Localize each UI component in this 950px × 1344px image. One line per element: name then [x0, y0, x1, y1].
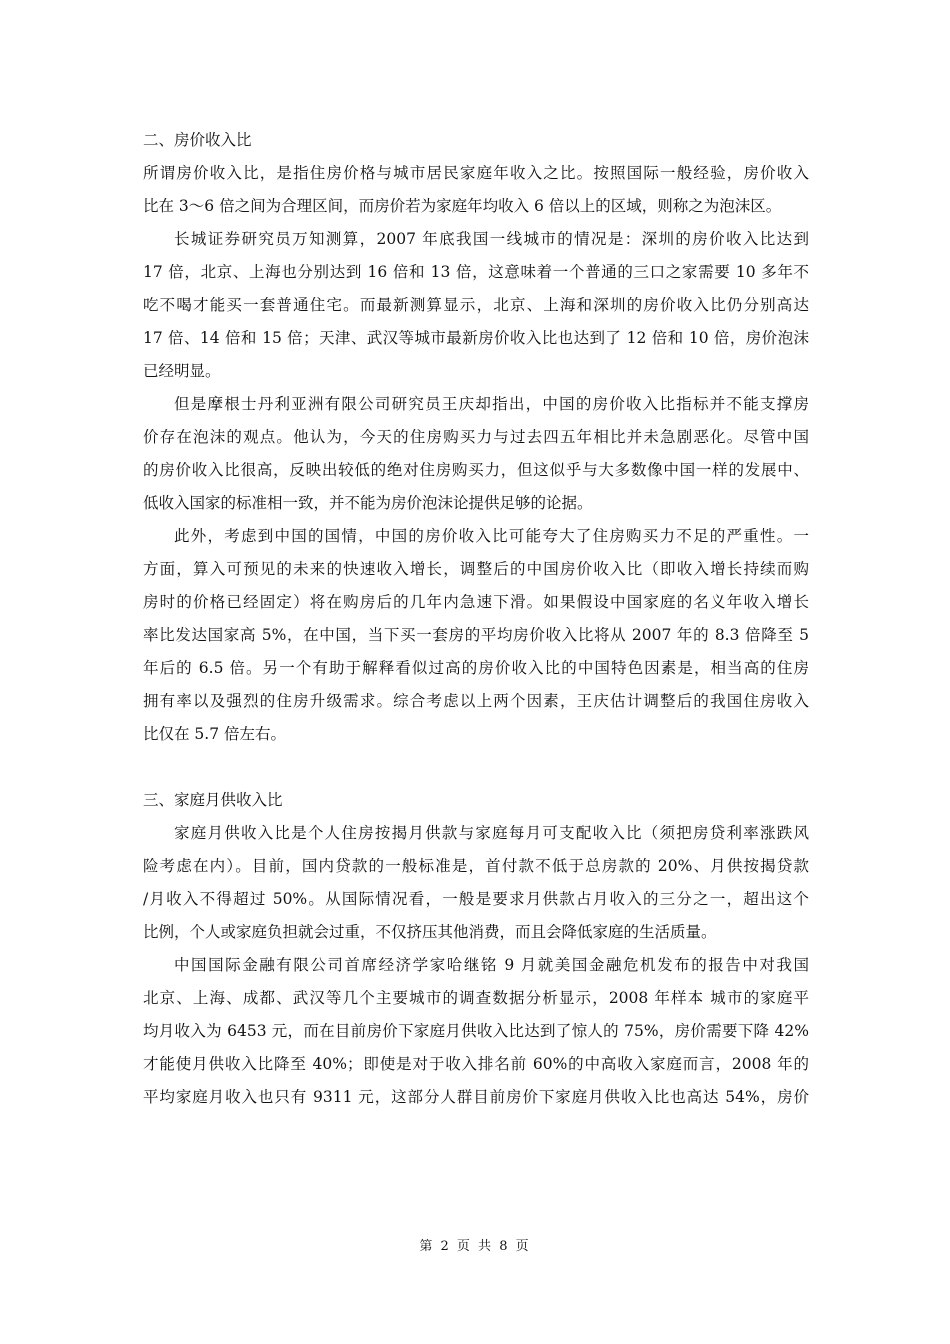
text-line: 率比发达国家高 5%，在中国，当下买一套房的平均房价收入比将从 2007 年的 8.3 倍降至 5: [143, 626, 809, 644]
text-line: 比在 3～6 倍之间为合理区间，而房价若为家庭年均收入 6 倍以上的区域，则称之为泡沫区。: [143, 197, 782, 215]
text-line: 北京、上海、成都、武汉等几个主要城市的调查数据分析显示，2008 年样本 城市的家庭平: [143, 989, 809, 1007]
text-line: 长城证券研究员万知测算，2007 年底我国一线城市的情况是：深圳的房价收入比达到: [174, 230, 809, 248]
text-line: 年后的 6.5 倍。另一个有助于解释看似过高的房价收入比的中国特色因素是，相当高的住房: [143, 659, 809, 677]
text-line: 的房价收入比很高，反映出较低的绝对住房购买力，但这似乎与大多数像中国一样的发展中、: [143, 461, 809, 479]
text-line: 房时的价格已经固定）将在购房后的几年内急速下滑。如果假设中国家庭的名义年收入增长: [143, 593, 809, 611]
paragraph-changcheng-estimate: [143, 223, 809, 388]
text-line: 比例，个人或家庭负担就会过重，不仅挤压其他消费，而且会降低家庭的生活质量。: [143, 923, 717, 941]
paragraph-monthly-payment-definition: [143, 817, 809, 949]
text-line: 方面，算入可预见的未来的快速收入增长，调整后的中国房价收入比（即收入增长持续而购: [143, 560, 809, 578]
text-line: 中国国际金融有限公司首席经济学家哈继铭 9 月就美国金融危机发布的报告中对我国: [174, 956, 809, 974]
section-heading-monthly-payment-ratio: 三、家庭月供收入比: [143, 791, 283, 809]
page-number-footer: 第 2 页 共 8 页: [419, 1239, 531, 1254]
text-line: 平均家庭月收入也只有 9311 元，这部分人群目前房价下家庭月供收入比也高达 54%，房价: [143, 1088, 809, 1106]
text-line: 才能使月供收入比降至 40%；即使是对于收入排名前 60%的中高收入家庭而言，2008 年的: [143, 1055, 809, 1073]
text-line: 17 倍、14 倍和 15 倍；天津、武汉等城市最新房价收入比也达到了 12 倍和 10 倍，房价泡沫: [143, 329, 809, 347]
paragraph-china-context: [143, 520, 809, 751]
text-line: 家庭月供收入比是个人住房按揭月供款与家庭每月可支配收入比（须把房贷利率涨跌风: [174, 824, 809, 842]
text-line: 比仅在 5.7 倍左右。: [143, 725, 287, 743]
text-line: 险考虑在内）。目前，国内贷款的一般标准是，首付款不低于总房款的 20%、月供按揭贷款: [143, 857, 809, 875]
text-line: /月收入不得超过 50%。从国际情况看，一般是要求月供款占月收入的三分之一，超出这个: [143, 890, 809, 908]
text-line: 17 倍，北京、上海也分别达到 16 倍和 13 倍，这意味着一个普通的三口之家需要 10 多年不: [143, 263, 809, 281]
section-spacer: [143, 751, 809, 784]
text-line: 拥有率以及强烈的住房升级需求。综合考虑以上两个因素，王庆估计调整后的我国住房收入: [143, 692, 809, 710]
paragraph-cicc-report: [143, 949, 809, 1114]
text-line: 低收入国家的标准相一致，并不能为房价泡沫论提供足够的论据。: [143, 494, 593, 512]
page-content: [143, 124, 809, 1114]
text-line: 所谓房价收入比，是指住房价格与城市居民家庭年收入之比。按照国际一般经验，房价收入: [143, 164, 809, 182]
paragraph-wang-qing-view: [143, 388, 809, 520]
section-heading-price-income-ratio: 二、房价收入比: [143, 131, 252, 149]
text-line: 均月收入为 6453 元，而在目前房价下家庭月供收入比达到了惊人的 75%，房价需要下降 42%: [143, 1022, 809, 1040]
paragraph-definition: [143, 157, 809, 223]
text-line: 此外，考虑到中国的国情，中国的房价收入比可能夸大了住房购买力不足的严重性。一: [174, 527, 809, 545]
text-line: 但是摩根士丹利亚洲有限公司研究员王庆却指出，中国的房价收入比指标并不能支撑房: [174, 395, 809, 413]
text-line: 吃不喝才能买一套普通住宅。而最新测算显示，北京、上海和深圳的房价收入比仍分别高达: [143, 296, 809, 314]
text-line: 已经明显。: [143, 362, 221, 380]
text-line: 价存在泡沫的观点。他认为，今天的住房购买力与过去四五年相比并未急剧恶化。尽管中国: [143, 428, 809, 446]
